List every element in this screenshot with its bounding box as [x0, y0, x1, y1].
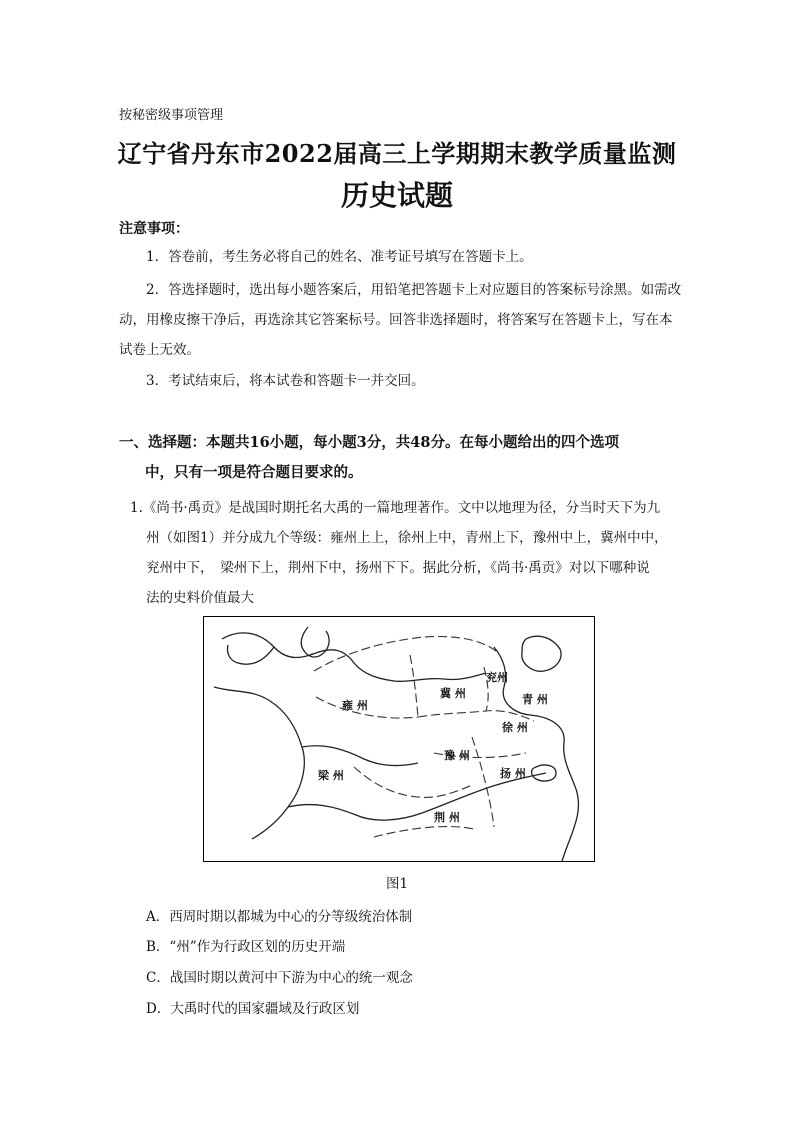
question-1-stem: [130, 493, 690, 613]
question-1-line-2: 州（如图1）并分成九个等级：雍州上上，徐州上中，青州上下，豫州中上，冀州中中，: [146, 530, 668, 546]
boundary-yu: [418, 711, 534, 721]
option-d: D．大禹时代的国家疆域及行政区划: [146, 1001, 360, 1017]
map-label-yu: 豫 州: [444, 749, 470, 762]
river-loop: [301, 627, 329, 657]
question-1-line-1: 1.《尚书·禹贡》是战国时期托名大禹的一篇地理著作。文中以地理为径，分当时天下为九: [130, 500, 661, 516]
section-1-line-1: 一、选择题：本题共16小题，每小题3分，共48分。在每小题给出的四个选项: [119, 434, 619, 451]
notice-item-2: 2．答选择题时，选出每小题答案后，用铅笔把答题卡上对应题目的答案标号涂黑。如需改动，用橡皮擦干净后，再选涂其它答案标号。回答非选择题时，将答案写在答题卡上，写在本试卷上无效。: [119, 282, 682, 358]
option-c: C．战国时期以黄河中下游为中心的统一观念: [146, 970, 413, 986]
section-1-line-2: 中，只有一项是符合题目要求的。: [145, 464, 363, 481]
notice-item-3: 3．考试结束后，将本试卷和答题卡一并交回。: [146, 373, 425, 389]
boundary-yong-ji: [410, 655, 418, 717]
map-label-jing: 荆 州: [434, 811, 460, 824]
western-river: [214, 687, 304, 839]
river-branch: [227, 645, 274, 664]
section-1-heading: [119, 428, 689, 488]
bay-outline: [522, 636, 561, 671]
figure-caption: 图1: [385, 876, 409, 892]
question-1-line-3: 兖州中下， 梁州下上，荆州下中，扬州下下。据此分析，《尚书·禹贡》对以下哪种说: [146, 560, 650, 576]
option-b: B．“州”作为行政区划的历史开端: [146, 939, 346, 955]
boundary-north: [314, 637, 496, 671]
confidential-label: 按秘密级事项管理: [119, 108, 224, 123]
boundary-liang-jing: [354, 767, 472, 797]
map-label-qing: 青 州: [522, 693, 548, 706]
map-drawing: [204, 617, 594, 861]
map-label-yan: 兖州: [486, 671, 508, 684]
exam-title: 辽宁省丹东市2022届高三上学期期末教学质量监测: [117, 139, 677, 168]
exam-subtitle: 历史试题: [340, 179, 453, 212]
map-label-ji: 冀 州: [440, 687, 466, 700]
question-1-line-4: 法的史料价值最大: [146, 590, 254, 606]
nine-provinces-map: [203, 616, 595, 862]
notice-item-1: 1．答卷前，考生务必将自己的姓名、准考证号填写在答题卡上。: [146, 249, 533, 265]
han-river: [302, 746, 418, 766]
boundary-jing-yang: [472, 737, 494, 827]
yellow-river-line: [222, 633, 486, 682]
map-label-xu: 徐 州: [502, 721, 528, 734]
map-label-yong: 雍 州: [342, 699, 368, 712]
map-label-liang: 梁 州: [318, 769, 344, 782]
option-a: A．西周时期以都城为中心的分等级统治体制: [146, 909, 413, 925]
boundary-south: [374, 827, 474, 837]
map-label-yang: 扬 州: [500, 767, 526, 780]
notice-heading: 注意事项：: [119, 221, 189, 237]
